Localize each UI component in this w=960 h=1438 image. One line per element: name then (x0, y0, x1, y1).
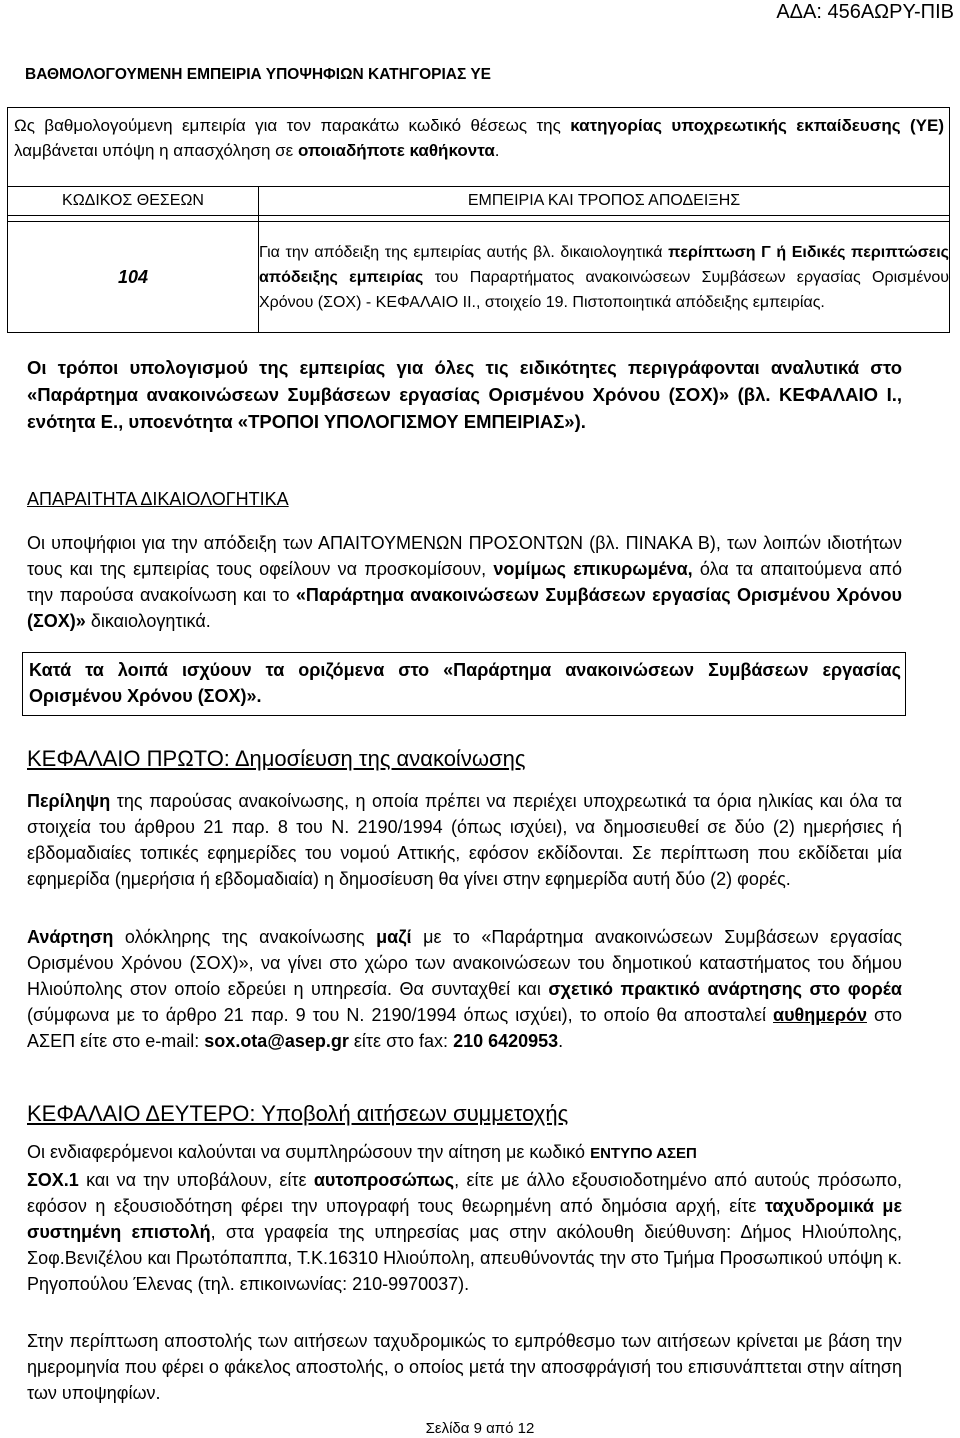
col-header-experience: ΕΜΠΕΙΡΙΑ ΚΑΙ ΤΡΟΠΟΣ ΑΠΟΔΕΙΞΗΣ (259, 187, 950, 216)
application-paragraph: Οι ενδιαφερόμενοι καλούνται να συμπληρώσουν την αίτηση με κωδικό ΕΝΤΥΠΟ ΑΣΕΠ ΣΟΧ.1 και να την υποβάλουν, είτε αυτοπροσώπως, είτε με άλλο εξουσιοδοτημένο από αυτούς πρόσωπο, εφόσον η εξουσιοδότηση φέρει την υπογραφή τους θεωρημένη από δημόσια αρχή, είτε ταχυδρομικά με συστημένη επιστολή, στα γραφεία της υπηρεσίας μας στην ακόλουθη διεύθυνση: Δήμος Ηλιούπολης, Σοφ.Βενιζέλου και Πρωτόπαππα, Τ.Κ.16310 Ηλιούπολη, απευθύνοντάς την στο Τμήμα Προσωπικού υπόψη κ. Ρηγοπούλου Έλενας (τηλ. επικοινωνίας: 210-9970037). (27, 1142, 902, 1294)
section-heading: ΒΑΘΜΟΛΟΓΟΥΜΕΝΗ ΕΜΠΕΙΡΙΑ ΥΠΟΨΗΦΙΩΝ ΚΑΤΗΓΟΡΙΑΣ ΥΕ (25, 66, 491, 83)
calculation-methods-paragraph: Οι τρόποι υπολογισμού της εμπειρίας για όλες τις ειδικότητες περιγράφονται αναλυτικά στο «Παράρτημα ανακοινώσεων Συμβάσεων εργασίας Ορισμένου Χρόνου (ΣΟΧ)» (βλ. ΚΕΦΑΛΑΙΟ Ι., ενότητα Ε., υποενότητα «ΤΡΟΠΟΙ ΥΠΟΛΟΓΙΣΜΟΥ ΕΜΠΕΙΡΙΑΣ»). (27, 357, 902, 432)
posting-paragraph: Ανάρτηση ολόκληρης της ανακοίνωσης μαζί με το «Παράρτημα ανακοινώσεων Συμβάσεων εργασίας Ορισμένου Χρόνου (ΣΟΧ)», να γίνει στο χώρο των ανακοινώσεων του δημοτικού καταστήματος του δήμου Ηλιούπολης στον οποίο εδρεύει η υπηρεσία. Θα συνταχθεί και σχετικό πρακτικό ανάρτησης στο φορέα (σύμφωνα με το άρθρο 21 παρ. 9 του Ν. 2190/1994 όπως ισχύει), το οποίο θα αποσταλεί αυθημερόν στο ΑΣΕΠ είτε στο e-mail: sox.ota@asep.gr είτε στο fax: 210 6420953. (27, 927, 902, 1051)
framed-note: Κατά τα λοιπά ισχύουν τα οριζόμενα στο «Παράρτημα ανακοινώσεων Συμβάσεων εργασίας Ορισμένου Χρόνου (ΣΟΧ)». (29, 660, 901, 706)
experience-intro: Ως βαθμολογούμενη εμπειρία για τον παρακάτω κωδικό θέσεως της κατηγορίας υποχρεωτικής εκπαίδευσης (ΥΕ) λαμβάνεται υπόψη η απασχόληση σε οποιαδήποτε καθήκοντα. (14, 116, 945, 160)
page-number: Σελίδα 9 από 12 (425, 1420, 535, 1437)
ada-code: ΑΔΑ: 456ΑΩΡΥ-ΠΙΒ (776, 1, 954, 23)
required-docs-title: ΑΠΑΡΑΙΤΗΤΑ ΔΙΚΑΙΟΛΟΓΗΤΙΚΑ (27, 489, 289, 509)
experience-proof: Για την απόδειξη της εμπειρίας αυτής βλ. δικαιολογητικά περίπτωση Γ ή Ειδικές περιπτώσεις απόδειξης εμπειρίας του Παραρτήματος ανακοινώσεων Συμβάσεων εργασίας Ορισμένου Χρόνου (ΣΟΧ) - ΚΕΦΑΛΑΙΟ ΙΙ., στοιχείο 19. Πιστοποιητικά απόδειξης εμπειρίας. (259, 222, 950, 333)
fax-number: 210 6420953 (453, 1031, 559, 1051)
experience-table (7, 186, 950, 333)
summary-paragraph: Περίληψη της παρούσας ανακοίνωσης, η οποία πρέπει να περιέχει υποχρεωτικά τα όρια ηλικίας και όλα τα στοιχεία του άρθρου 21 παρ. 8 του Ν. 2190/1994 (όπως ισχύει), να δημοσιευθεί σε δύο (2) ημερήσιες ή εβδομαδιαίες τοπικές εφημερίδες του νομού Αττικής, εφόσον εκδίδονται. Σε περίπτωση που εκδίδεται μία εφημερίδα (ημερήσια ή εβδομαδιαία) η δημοσίευση θα γίνει στην εφημερίδα αυτή δύο (2) φορές. (27, 791, 902, 889)
chapter-one-title: ΚΕΦΑΛΑΙΟ ΠΡΩΤΟ: Δημοσίευση της ανακοίνωσης (27, 746, 526, 771)
email-link: sox.ota@asep.gr (204, 1031, 349, 1051)
position-code: 104 (8, 222, 259, 333)
chapter-two-title: ΚΕΦΑΛΑΙΟ ΔΕΥΤΕΡΟ: Υποβολή αιτήσεων συμμετοχής (27, 1101, 569, 1126)
col-header-code: ΚΩΔΙΚΟΣ ΘΕΣΕΩΝ (8, 187, 259, 216)
required-docs-paragraph: Οι υποψήφιοι για την απόδειξη των ΑΠΑΙΤΟΥΜΕΝΩΝ ΠΡΟΣΟΝΤΩΝ (βλ. ΠΙΝΑΚΑ Β), των λοιπών ιδιοτήτων τους και της εμπειρίας τους οφείλουν να προσκομίσουν, νομίμως επικυρωμένα, όλα τα απαιτούμενα από την παρούσα ανακοίνωση και το «Παράρτημα ανακοινώσεων Συμβάσεων εργασίας Ορισμένου Χρόνου (ΣΟΧ)» δικαιολογητικά. (27, 533, 902, 631)
postal-submission-paragraph: Στην περίπτωση αποστολής των αιτήσεων ταχυδρομικώς το εμπρόθεσμο των αιτήσεων κρίνεται με βάση την ημερομηνία που φέρει ο φάκελος αποστολής, ο οποίος μετά την αποσφράγισή του επισυνάπτεται στην αίτηση των υποψηφίων. (27, 1331, 902, 1403)
